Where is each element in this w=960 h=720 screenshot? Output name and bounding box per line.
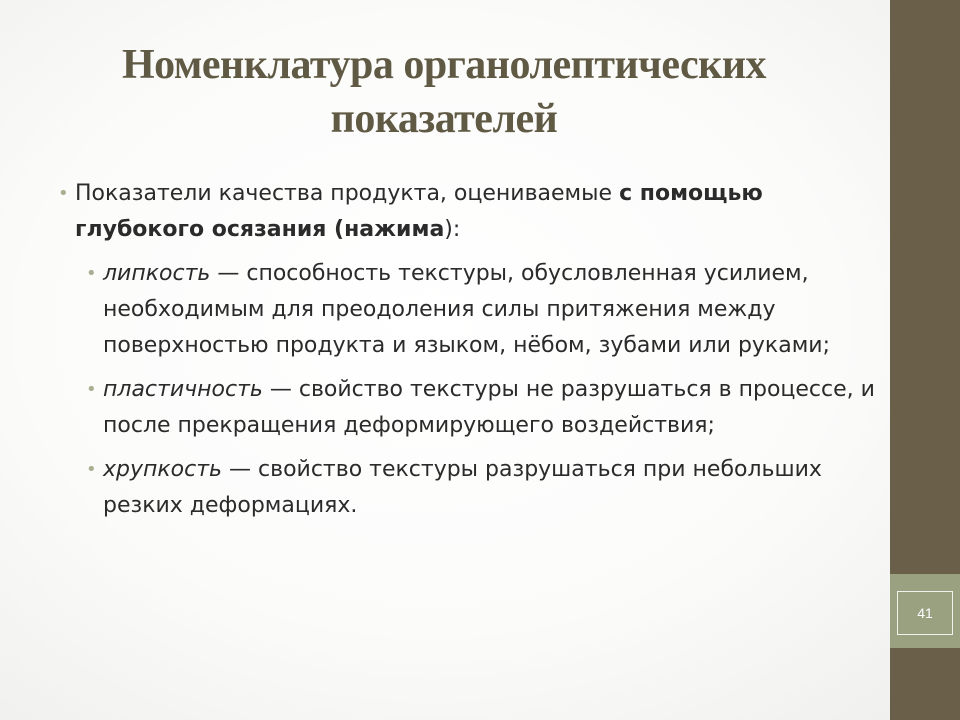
item-term: хрупкость	[103, 457, 223, 482]
item-term: липкость	[103, 261, 211, 286]
item-definition: — свойство текстуры не разрушаться в процессе, и после прекращения деформирующего воздействия;	[103, 377, 875, 438]
bullet-item-plasticity	[86, 372, 878, 444]
item-term: пластичность	[103, 377, 263, 402]
bullet-intro	[58, 176, 878, 248]
title-line-2: показателей	[330, 96, 558, 142]
bullet-icon: •	[86, 379, 97, 400]
slide-number	[897, 591, 953, 635]
bullet-item-brittleness	[86, 452, 878, 524]
bullet-item-stickiness	[86, 256, 878, 364]
bullet-icon: •	[86, 459, 97, 480]
title-line-1: Номенклатура органолептических	[121, 42, 767, 88]
item-definition: — способность текстуры, обусловленная усилием, необходимым для преодоления силы притяжения между поверхностью продукта и языком, нёбом, зубами или руками;	[103, 261, 830, 358]
intro-tail: ):	[444, 217, 461, 242]
slide-number-text: 41	[917, 605, 933, 621]
slide-title	[40, 38, 848, 146]
bullet-icon: •	[86, 263, 97, 284]
slide-content	[58, 176, 878, 532]
intro-text: Показатели качества продукта, оцениваемые	[75, 181, 620, 206]
item-definition: — свойство текстуры разрушаться при небольших резких деформациях.	[103, 457, 822, 518]
intro-bold: с помощью глубокого осязания (нажима	[75, 181, 763, 242]
bullet-icon: •	[58, 183, 69, 204]
